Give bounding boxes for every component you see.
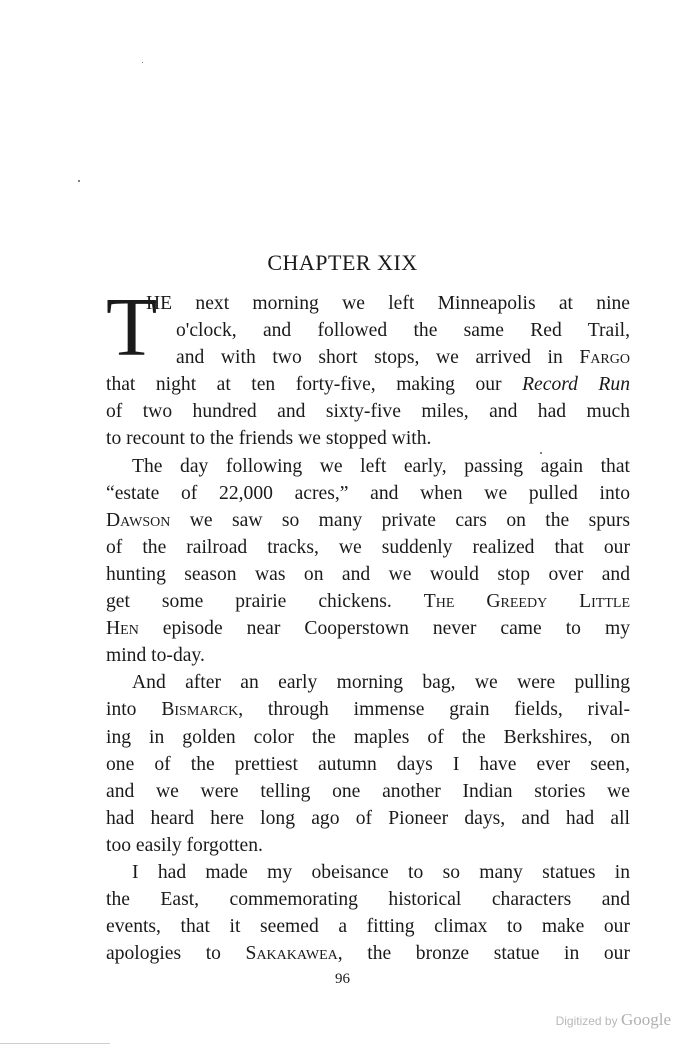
text-line: [106, 480, 630, 507]
text-run: ing in golden color the maples of the Berkshires, on: [106, 726, 630, 748]
speck: [142, 62, 143, 63]
small-caps-name: Sakakawea: [245, 943, 338, 965]
scan-edge-rule: [0, 1043, 110, 1044]
body-text: [106, 281, 631, 967]
text-run: , the bronze statue in our: [337, 943, 630, 965]
text-line: [106, 615, 630, 642]
small-caps-name: The Greedy Little: [423, 591, 631, 613]
small-caps-name: Bismarck: [161, 699, 239, 721]
text-run: and with two short stops, we arrived in: [176, 347, 580, 369]
text-run: one of the prettiest autumn days I have ever seen,: [106, 753, 630, 775]
text-run: apologies to: [106, 943, 246, 965]
text-run: “estate of 22,000 acres,” and when we pulled into: [106, 482, 630, 504]
text-run: had heard here long ago of Pioneer days, and had all: [106, 807, 630, 829]
text-run: that night at ten forty-five, making our: [106, 374, 523, 396]
text-line: [106, 371, 630, 398]
italic-phrase: Record Run: [522, 374, 630, 396]
text-line: [106, 398, 630, 425]
text-line: [106, 561, 630, 588]
small-caps-name: Dawson: [106, 509, 171, 531]
text-run: , through immense grain fields, rival-: [238, 699, 630, 721]
text-line: [106, 290, 630, 317]
page-number: 96: [335, 971, 350, 987]
text-run: episode near Cooperstown never came to my: [138, 618, 630, 640]
text-line: [106, 696, 630, 723]
text-line: [106, 425, 630, 452]
text-line: [106, 832, 630, 859]
text-run: HE next morning we left Minneapolis at nine: [146, 293, 630, 314]
text-line: [106, 724, 630, 751]
text-line: [106, 669, 630, 696]
text-line: [106, 805, 630, 832]
text-run: I had made my obeisance to so many statues in: [132, 861, 630, 883]
google-wordmark: Google: [620, 1010, 671, 1029]
watermark-prefix: Digitized by: [555, 1014, 621, 1028]
text-line: [106, 344, 630, 371]
text-line: [106, 778, 630, 805]
text-run: of the railroad tracks, we suddenly realized that our: [106, 536, 630, 558]
text-run: The day following we left early, passing again that: [132, 455, 630, 477]
text-run: get some prairie chickens.: [106, 591, 424, 613]
text-run: we saw so many private cars on the spurs: [170, 509, 630, 531]
text-run: too easily forgotten.: [106, 834, 263, 856]
text-line: [106, 453, 630, 480]
text-line: [106, 588, 630, 615]
text-run: of two hundred and sixty-five miles, and had much: [106, 401, 630, 423]
text-line: [106, 751, 630, 778]
text-run: o'clock, and followed the same Red Trail,: [176, 320, 630, 342]
text-run: And after an early morning bag, we were pulling: [132, 672, 630, 694]
text-run: into: [106, 699, 162, 721]
drop-cap: T: [106, 281, 158, 374]
text-run: and we were telling one another Indian stories we: [106, 780, 630, 802]
text-line: [106, 859, 630, 886]
small-caps-name: Fargo: [579, 347, 630, 369]
text-run: to recount to the friends we stopped with.: [106, 428, 432, 450]
text-run: hunting season was on and we would stop over and: [106, 563, 630, 585]
text-line: [106, 534, 630, 561]
speck: [78, 180, 80, 182]
digitized-watermark: [556, 1010, 671, 1030]
small-caps-name: Hen: [106, 618, 139, 640]
text-line: [106, 642, 630, 669]
text-run: events, that it seemed a fitting climax to make our: [106, 916, 630, 938]
text-run: mind to-day.: [106, 645, 205, 667]
chapter-title: CHAPTER XIX: [267, 250, 418, 275]
text-line: [106, 913, 630, 940]
text-line: [106, 886, 630, 913]
text-line: [106, 317, 630, 344]
text-line: [106, 507, 630, 534]
text-run: the East, commemorating historical characters and: [106, 889, 630, 911]
text-line: [106, 940, 630, 967]
